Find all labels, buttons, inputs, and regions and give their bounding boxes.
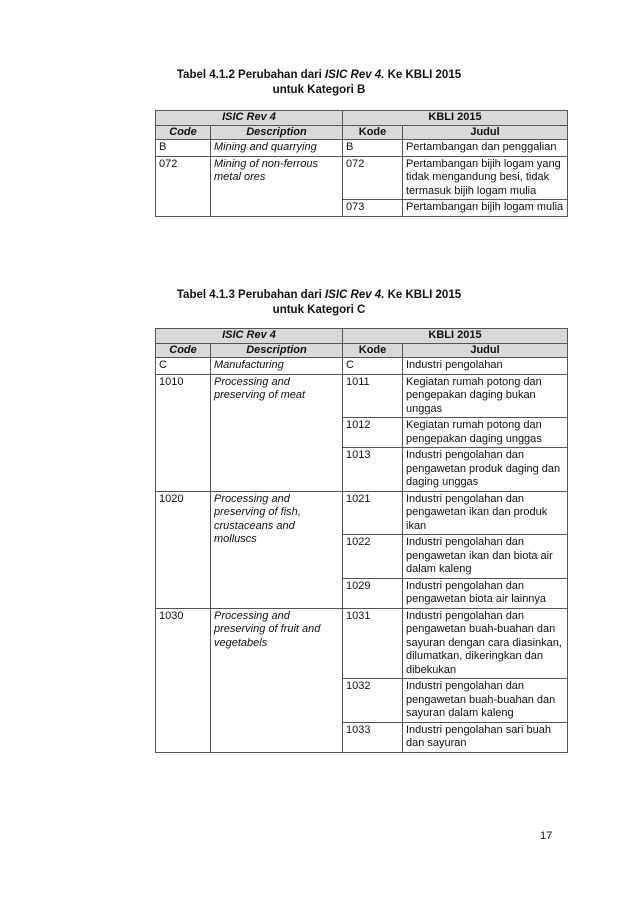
- cell-kode: B: [343, 140, 403, 157]
- cell-code: 1010: [156, 374, 211, 491]
- cell-description: Manufacturing: [211, 358, 343, 375]
- cell-code: 072: [156, 156, 211, 216]
- cell-description: Processing and preserving of fish, crustaceans and molluscs: [211, 491, 343, 608]
- cell-judul: Industri pengolahan dan pengawetan produk daging dan daging unggas: [403, 448, 568, 492]
- cell-kode: 073: [343, 200, 403, 217]
- cell-judul: Kegiatan rumah potong dan pengepakan daging bukan unggas: [403, 374, 568, 418]
- table-b-title: Tabel 4.1.2 Perubahan dari ISIC Rev 4. Ke KBLI 2015: [176, 69, 462, 81]
- table-b-caption: [0, 68, 638, 98]
- cell-kode: 1033: [343, 722, 403, 752]
- cell-judul: Industri pengolahan dan pengawetan ikan dan produk ikan: [403, 491, 568, 535]
- cell-kode: 1022: [343, 535, 403, 579]
- cell-description: Processing and preserving of meat: [211, 374, 343, 491]
- cell-kode: 1012: [343, 418, 403, 448]
- group-header-kbli: KBLI 2015: [343, 329, 568, 344]
- cell-description: Mining of non-ferrous metal ores: [211, 156, 343, 216]
- cell-kode: 1011: [343, 374, 403, 418]
- page-number: 17: [540, 830, 553, 842]
- table-kategori-c: [155, 328, 568, 753]
- cell-description: Mining and quarrying: [211, 140, 343, 157]
- group-header-kbli: KBLI 2015: [343, 111, 568, 126]
- cell-kode: C: [343, 358, 403, 375]
- cell-code: B: [156, 140, 211, 157]
- col-header-code: Code: [156, 343, 211, 358]
- col-header-judul: Judul: [403, 343, 568, 358]
- col-header-kode: Kode: [343, 343, 403, 358]
- table-kategori-b: [155, 110, 568, 217]
- cell-kode: 1032: [343, 679, 403, 723]
- table-c-caption: [0, 288, 638, 318]
- col-header-description: Description: [211, 343, 343, 358]
- cell-judul: Industri pengolahan dan pengawetan ikan dan biota air dalam kaleng: [403, 535, 568, 579]
- col-header-description: Description: [211, 125, 343, 140]
- table-c-title: Tabel 4.1.3 Perubahan dari ISIC Rev 4. Ke KBLI 2015: [176, 289, 462, 301]
- cell-judul: Industri pengolahan dan pengawetan biota air lainnya: [403, 578, 568, 608]
- col-header-code: Code: [156, 125, 211, 140]
- table-c-subtitle: untuk Kategori C: [272, 304, 366, 316]
- cell-description: Processing and preserving of fruit and vegetabels: [211, 608, 343, 752]
- table-row: [156, 140, 568, 157]
- table-row: [156, 156, 568, 200]
- table-row: [156, 608, 568, 679]
- cell-kode: 072: [343, 156, 403, 200]
- cell-judul: Kegiatan rumah potong dan pengepakan daging unggas: [403, 418, 568, 448]
- group-header-isic: ISIC Rev 4: [156, 111, 343, 126]
- cell-kode: 1031: [343, 608, 403, 679]
- cell-code: 1030: [156, 608, 211, 752]
- table-b-subtitle: untuk Kategori B: [272, 84, 366, 96]
- cell-judul: Industri pengolahan dan pengawetan buah-buahan dan sayuran dengan cara diasinkan, dilumatkan, dikeringkan dan dibekukan: [403, 608, 568, 679]
- cell-judul: Industri pengolahan sari buah dan sayuran: [403, 722, 568, 752]
- table-row: [156, 374, 568, 418]
- col-header-kode: Kode: [343, 125, 403, 140]
- cell-kode: 1021: [343, 491, 403, 535]
- cell-judul: Industri pengolahan: [403, 358, 568, 375]
- cell-judul: Pertambangan dan penggalian: [403, 140, 568, 157]
- table-row: [156, 358, 568, 375]
- table-row: [156, 491, 568, 535]
- col-header-judul: Judul: [403, 125, 568, 140]
- cell-judul: Pertambangan bijih logam mulia: [403, 200, 568, 217]
- cell-judul: Pertambangan bijih logam yang tidak mengandung besi, tidak termasuk bijih logam mulia: [403, 156, 568, 200]
- group-header-isic: ISIC Rev 4: [156, 329, 343, 344]
- cell-code: C: [156, 358, 211, 375]
- cell-code: 1020: [156, 491, 211, 608]
- cell-kode: 1029: [343, 578, 403, 608]
- cell-judul: Industri pengolahan dan pengawetan buah-buahan dan sayuran dalam kaleng: [403, 679, 568, 723]
- cell-kode: 1013: [343, 448, 403, 492]
